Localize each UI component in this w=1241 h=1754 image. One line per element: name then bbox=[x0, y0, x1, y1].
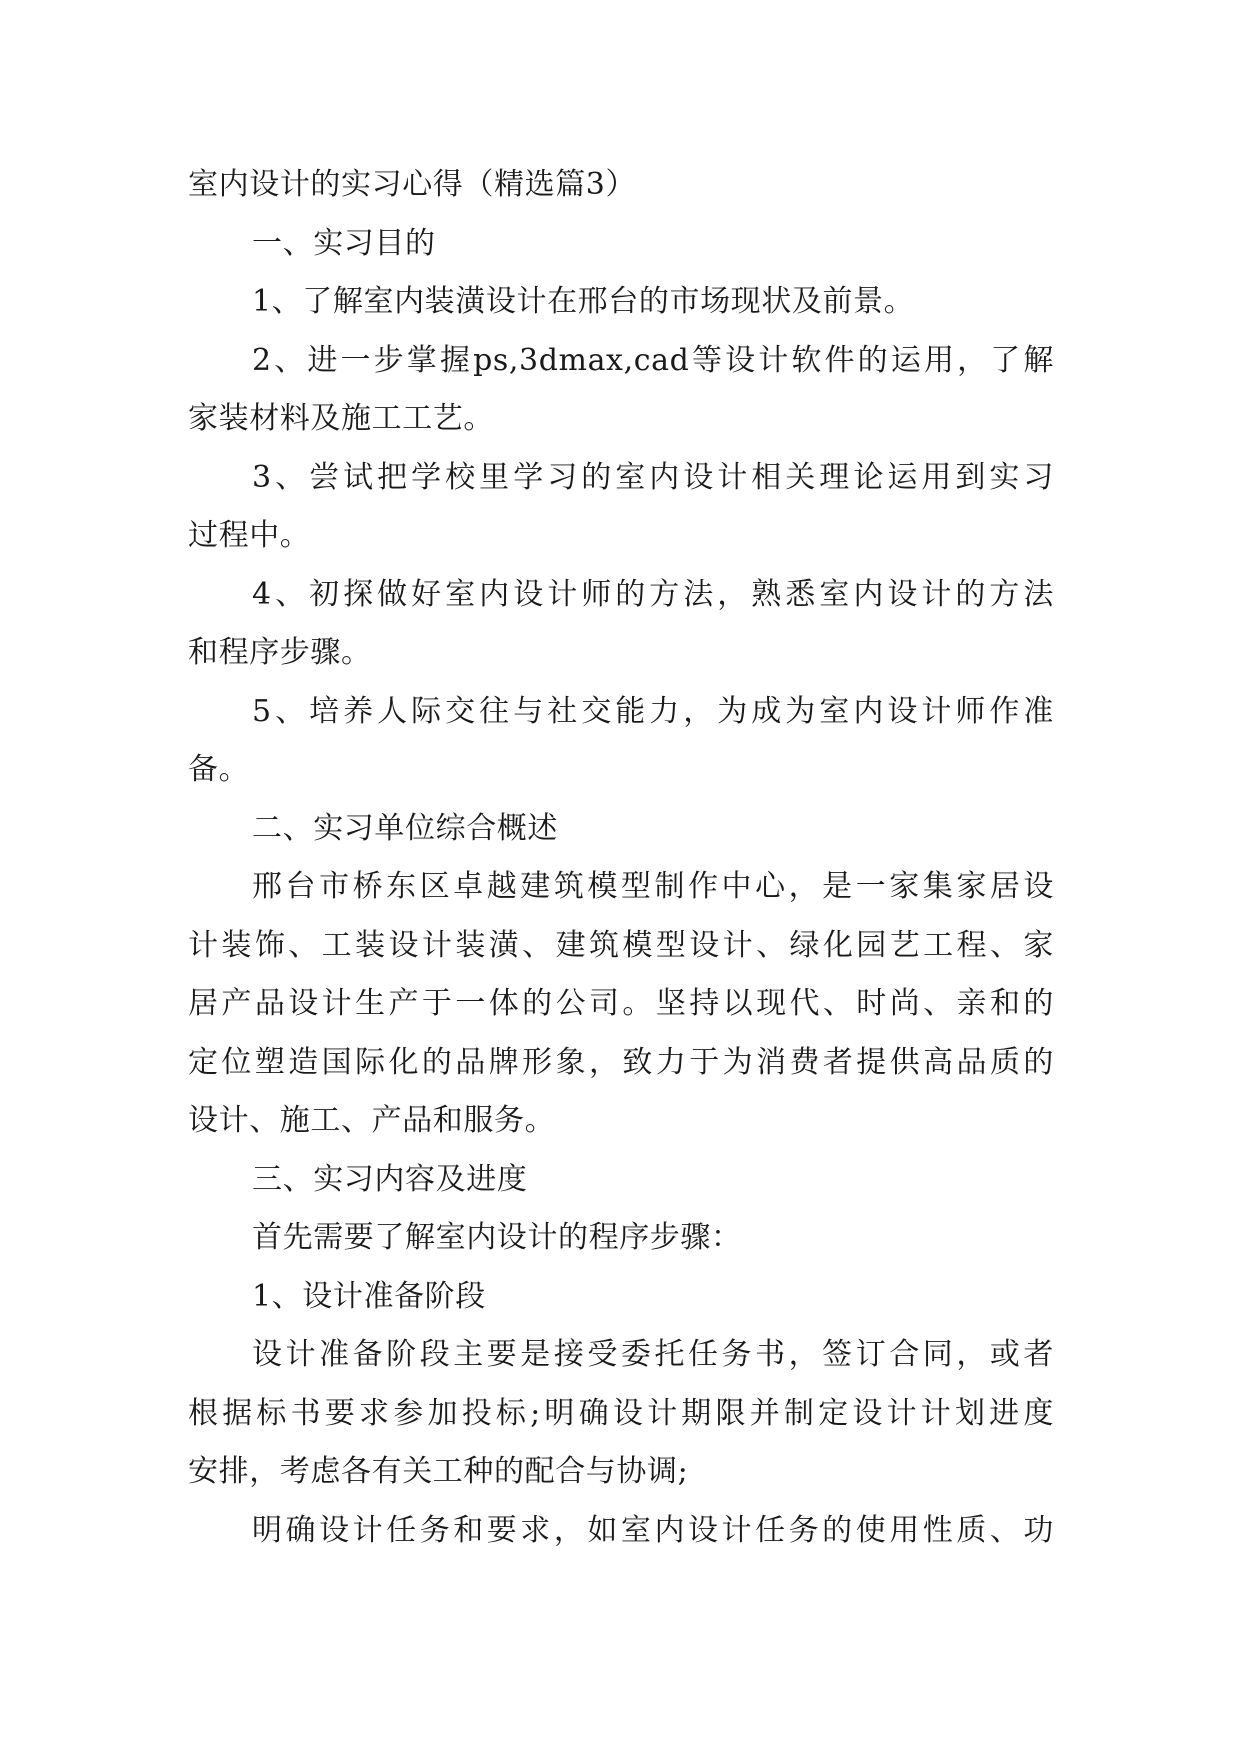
text-line: 过程中。 bbox=[188, 518, 311, 553]
text-line: 居产品设计生产于一体的公司。坚持以现代、时尚、亲和的 bbox=[188, 986, 1054, 1021]
text-line: 首先需要了解室内设计的程序步骤： bbox=[252, 1220, 742, 1255]
text-line: 设计准备阶段主要是接受委托任务书，签订合同，或者 bbox=[252, 1337, 1054, 1372]
text-line: 明确设计任务和要求，如室内设计任务的使用性质、功 bbox=[252, 1512, 1054, 1548]
document-title: 室内设计的实习心得（精选篇3） bbox=[188, 167, 637, 202]
text-line: 设计、施工、产品和服务。 bbox=[188, 1103, 556, 1138]
text-line: 1、设计准备阶段 bbox=[252, 1278, 486, 1314]
text-line: 4、初探做好室内设计师的方法，熟悉室内设计的方法 bbox=[252, 576, 1054, 612]
text-line: 根据标书要求参加投标;明确设计期限并制定设计计划进度 bbox=[188, 1395, 1054, 1431]
text-line: 定位塑造国际化的品牌形象，致力于为消费者提供高品质的 bbox=[188, 1044, 1054, 1080]
text-line: 和程序步骤。 bbox=[188, 635, 372, 670]
text-line: 计装饰、工装设计装潢、建筑模型设计、绿化园艺工程、家 bbox=[188, 927, 1054, 963]
document-body bbox=[188, 156, 1054, 1560]
text-line: 安排，考虑各有关工种的配合与协调; bbox=[188, 1454, 689, 1489]
text-line: 备。 bbox=[188, 752, 250, 787]
text-line: 3、尝试把学校里学习的室内设计相关理论运用到实习 bbox=[252, 459, 1054, 495]
text-line: 2、进一步掌握ps,3dmax,cad等设计软件的运用，了解 bbox=[252, 342, 1054, 378]
text-line: 5、培养人际交往与社交能力，为成为室内设计师作准 bbox=[252, 693, 1054, 729]
text-line: 1、了解室内装潢设计在邢台的市场现状及前景。 bbox=[252, 284, 915, 319]
text-line: 邢台市桥东区卓越建筑模型制作中心，是一家集家居设 bbox=[252, 869, 1054, 904]
text-line: 二、实习单位综合概述 bbox=[252, 810, 558, 846]
text-line: 一、实习目的 bbox=[252, 225, 436, 261]
text-line: 三、实习内容及进度 bbox=[252, 1161, 528, 1197]
text-line: 家装材料及施工工艺。 bbox=[188, 401, 494, 436]
